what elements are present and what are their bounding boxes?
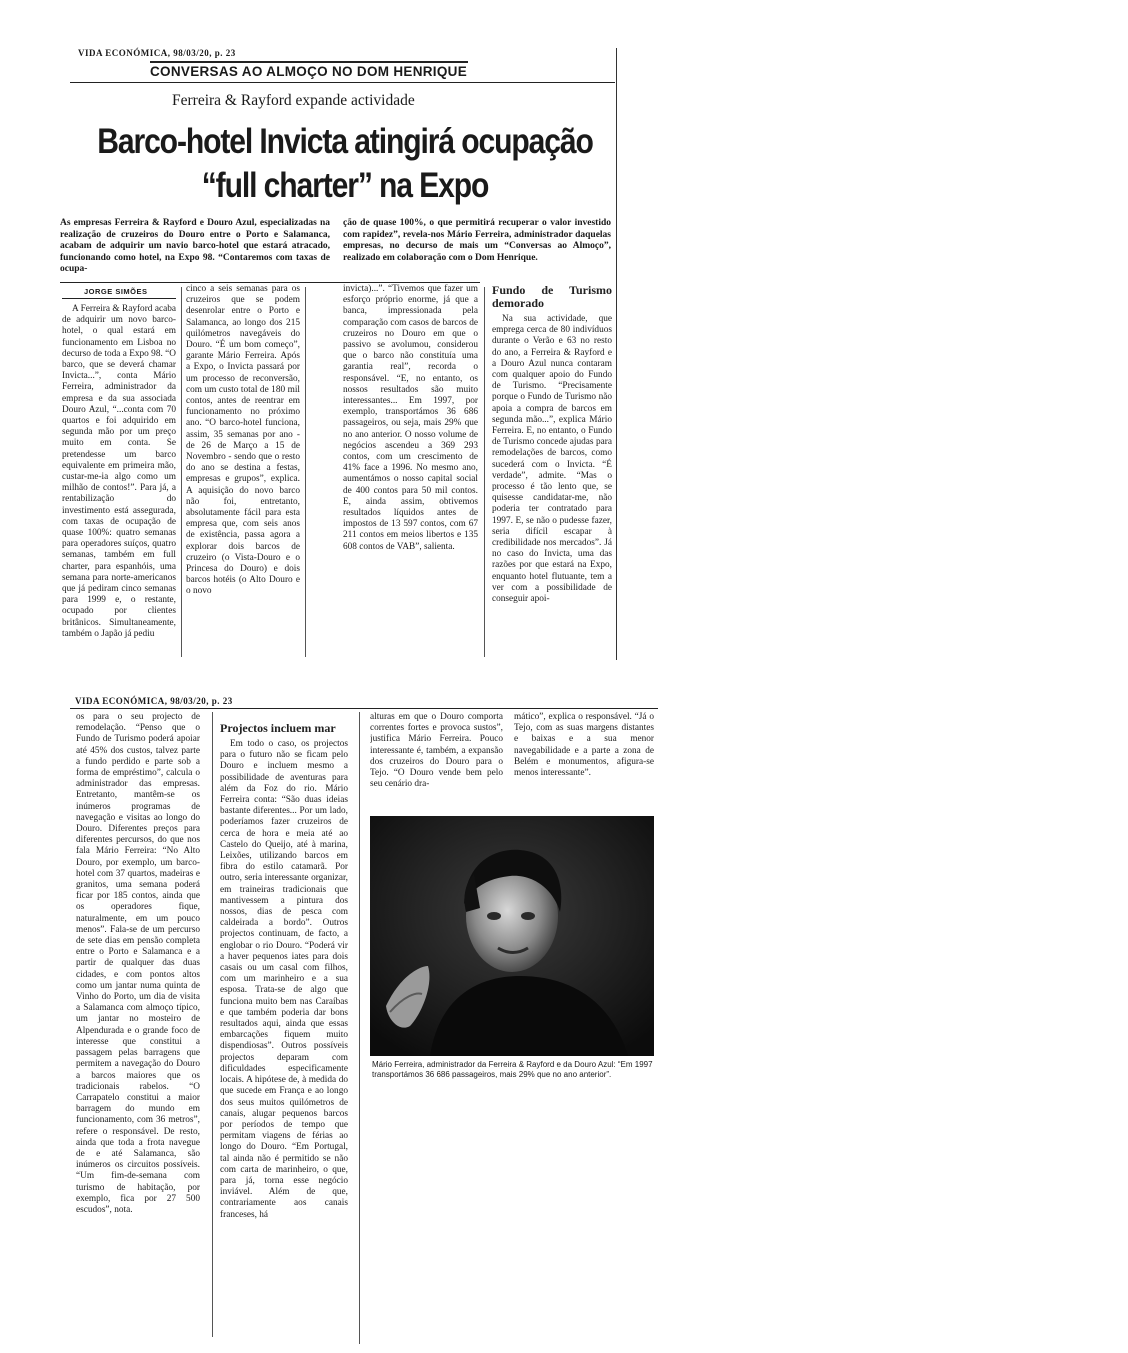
headline — [83, 120, 608, 208]
paragraph: mático”, explica o responsável. “Já o Tejo, com as suas margens distantes e baixas e a sua menor navegabilidade e a parte a zona de Belém e monumentos, afigura-se menos interessante”. — [514, 712, 654, 779]
column-subhead: Projectos incluem mar — [220, 722, 336, 735]
article-column-1 — [76, 712, 200, 1342]
article-column-3 — [343, 284, 478, 614]
headline-line-2: “full charter” na Expo — [201, 166, 489, 205]
article-column-4 — [514, 712, 654, 812]
section-title: CONVERSAS AO ALMOÇO NO DOM HENRIQUE — [150, 64, 468, 79]
lead-right: ção de quase 100%, o que permitirá recuperar o valor investido com rapidez”, revela-nos Mário Ferreira, administrador daquelas empresas, no decurso de mais um “Conversas ao Almoço”, realizado em colaboração com o Dom Henrique. — [343, 218, 611, 263]
column-rule — [212, 712, 213, 1337]
paragraph: os para o seu projecto de remodelação. “Penso que o Fundo de Turismo poderá apoiar até 45% dos custos, talvez parte a fundo perdido e parte sob a forma de empréstimo”, calcula o administrador das empresas. Entretanto, mantêm-se os inúmeros programas de navegação e visitas ao longo do Douro. Diferentes preços para diferentes percursos, do que nos fala Mário Ferreira: “No Alto Douro, por exemplo, um barco-hotel com 37 quartos, madeiras e granitos, uma semana poderá ficar por 185 contos, ainda que os operadores fique, naturalmente, em um pouco menos”. Fala-se de um percurso de sete dias em pensão completa entre o Porto e Salamanca e a partir de qualquer das duas cidades, e com pontos altos como um jantar numa quinta de Vinho do Porto, um dia de visita a Salamanca com almoço típico, um jantar no mosteiro de Alpendurada e o grande foco de interesse que constitui a passagem pelas barragens que permitem a navegação do Douro a barcos maiores que os tradicionais rabelos. “O Carrapatelo constitui a maior barragem do mundo em funcionamento, com 36 metros”, refere o responsável. De resto, ainda que toda a frota navegue de e até Salamanca, são inúmeros os circuitos possíveis. “Um fim-de-semana com turismo de habitação, por exemplo, fica por 27 500 escudos”, nota. — [76, 712, 200, 1215]
header-rule — [150, 61, 468, 63]
article-column-2 — [220, 722, 348, 1344]
header-rule — [70, 708, 658, 709]
byline: JORGE SIMÕES — [84, 287, 148, 296]
clipping-header: VIDA ECONÓMICA, 98/03/20, p. 23 — [75, 696, 233, 706]
article-column-2 — [186, 284, 300, 660]
photo — [370, 816, 654, 1056]
photo-caption: Mário Ferreira, administrador da Ferreira & Rayford e da Douro Azul: “Em 1997 transportámos 36 686 passageiros, mais 29% que no ano anterior”. — [372, 1060, 653, 1079]
clipping-header: VIDA ECONÓMICA, 98/03/20, p. 23 — [78, 48, 236, 58]
byline-rule — [62, 298, 176, 299]
kicker: Ferreira & Rayford expande actividade — [172, 92, 415, 109]
portrait-photo-icon — [370, 816, 654, 1056]
column-rule — [359, 712, 360, 1344]
section-rule — [70, 82, 615, 83]
paragraph: cinco a seis semanas para os cruzeiros que se podem desenrolar entre o Porto e Salamanca, ao longo dos 215 quilómetros navegáveis do Douro. “É um bom começo”, garante Mário Ferreira. Após a Expo, o Invicta passará por um processo de reconversão, com um custo total de 180 mil contos, antes de reentrar em funcionamento no próximo ano. “O barco-hotel funciona, assim, 35 semanas por ano - de 26 de Março a 15 de Novembro - sendo que o resto do ano se destina a festas, empresas e grupos”, explica. A aquisição do novo barco não foi, entretanto, absolutamente fácil para esta empresa que, com seis anos de existência, passa agora a explorar dois barcos de cruzeiro (o Vista-Douro e o Princesa do Douro) e dois barcos hotéis (o Alto Douro e o novo — [186, 284, 300, 597]
paragraph: Em todo o caso, os projectos para o futuro não se ficam pelo Douro e incluem mesmo a possibilidade de aventuras para além da Foz do rio. Mário Ferreira conta: “São duas ideias bastante diferentes... Por um lado, poderíamos fazer cruzeiros de cerca de hora e meia até ao Castelo do Queijo, até à marina, Leixões, utilizando barcos em fibra do estilo catamarã. Por outro, seria interessante organizar, em traineiras tradicionais que mantivessem a pintura dos nossos, dias de pesca com caldeirada a bordo”. Outros projectos continuam, de facto, a englobar o rio Douro. “Poderá vir a haver pequenos iates para dois casais ou um casal com filhos, com um marinheiro e a sua esposa. Trata-se de algo que funciona muito bem nas Caraíbas e que também poderia dar bons resultados aqui, ainda que essas embarcações fiquem muito dispendiosas”. Outros possíveis projectos deparam com dificuldades especificamente locais. A hipótese de, à medida do que sucede em França e ao longo dos seus muitos quilómetros de canais, alugar pequenos barcos por períodos de tempo que permitam viagens de férias ao longo do Douro. “Em Portugal, tal ainda não é permitido se não com carta de marinheiro, o que, para já, torna esse negócio inviável. Além de que, contrariamente aos canais franceses, há — [220, 739, 348, 1220]
paragraph: invicta)...”. “Tivemos que fazer um esforço próprio enorme, já que a banca, impressionada pela comparação com casos de barcos de cruzeiros no Douro em que o passivo se avolumou, considerou que o barco não constituía uma garantia real”, recorda o responsável. “E, no entanto, os nossos resultados são muito interessantes... Em 1997, por exemplo, transportámos 36 686 passageiros, ou seja, mais 29% que no ano anterior. O nosso volume de negócios ascendeu a 369 293 contos, com um crescimento de 41% face a 1996. No mesmo ano, aumentámos o nosso capital social de 400 contos para 50 mil contos. E, ainda assim, obtivemos resultados líquidos antes de impostos de 13 597 contos, com 67 211 contos em meios libertos e 135 608 contos de VAB”, salienta. — [343, 284, 478, 552]
paragraph: A Ferreira & Rayford acaba de adquirir um novo barco-hotel, o qual estará em funcionamento em Lisboa no decurso de toda a Expo 98. “O barco, que se deverá chamar Invicta...”, conta Mário Ferreira, administrador da empresa e da sua associada Douro Azul, “...conta com 70 quartos e foi adquirido em segunda mão por um preço muito em conta. Se pretendesse um barco equivalente em primeira mão, custar-me-ia algo como um milhão de contos!”. Para já, a rentabilização do investimento está assegurada, com taxas de ocupação de quase 100%: quatro semanas para operadores suíços, quatro semanas, também em full charter, para espanhóis, uma semana para norte-americanos que já pediram cinco semanas para 1999 e, o restante, ocupado por clientes britânicos. Simultaneamente, também o Japão já pediu — [62, 304, 176, 639]
paragraph: Na sua actividade, que emprega cerca de 80 indivíduos durante o Verão e 63 no resto do ano, a Ferreira & Rayford e a Douro Azul nunca contaram com qualquer apoio do Fundo de Turismo. “Precisamente porque o Fundo de Turismo não apoia a compra de barcos em segunda mão...”, explica Mário Ferreira. E, no entanto, o Fundo de Turismo concede ajudas para remodelações de barcos, como sucederá com o Invicta. “É verdade”, admite. “Mas o processo é tão lento que, se quisesse candidatar-me, não poderia ter contratado para 1997. E, se não o pudesse fazer, seria difícil escapar à credibilidade nos mercados”. Já no caso do Invicta, uma das razões por que estará na Expo, enquanto hotel flutuante, tem a ver com a possibilidade de conseguir apoi- — [492, 314, 612, 605]
lead-left: As empresas Ferreira & Rayford e Douro Azul, especializadas na realização de cruzeiros do Douro entre o Porto e Salamanca, acabam de adquirir um navio barco-hotel que estará atracado, funcionando como hotel, na Expo 98. “Contaremos com taxas de ocupa- — [60, 218, 330, 275]
article-column-4 — [492, 284, 612, 660]
lead-rule — [60, 282, 480, 283]
headline-line-1: Barco-hotel Invicta atingirá ocupação — [97, 122, 593, 161]
column-rule — [181, 287, 182, 657]
column-rule — [305, 287, 306, 657]
article-column-3 — [370, 712, 503, 812]
paragraph: alturas em que o Douro comporta correntes fortes e provoca sustos”, justifica Mário Ferreira. Pouco interessante é, também, a expansão dos cruzeiros do Douro para o Tejo. “O Douro vende bem pelo seu cenário dra- — [370, 712, 503, 790]
article-column-1 — [62, 304, 176, 660]
column-subhead: Fundo de Turismo demorado — [492, 284, 612, 310]
column-rule — [484, 287, 485, 657]
column-rule — [616, 48, 617, 660]
